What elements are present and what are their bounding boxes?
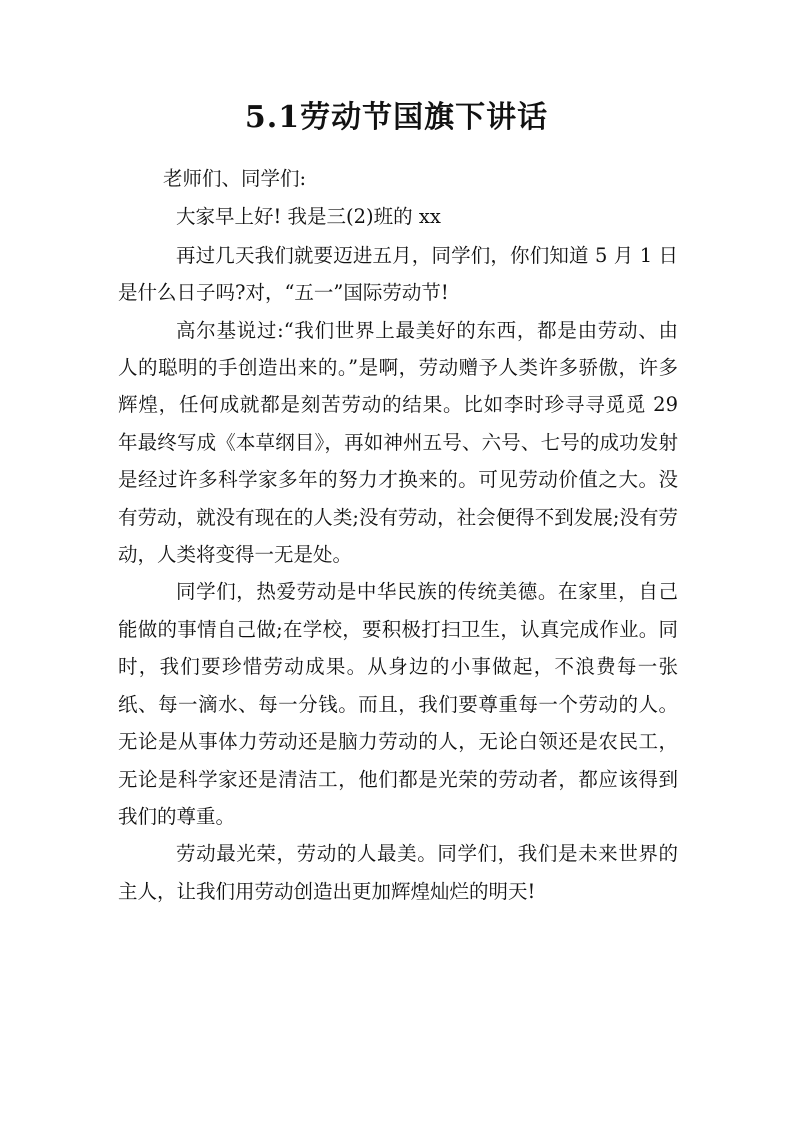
document-title: 5.1劳动节国旗下讲话 [244, 100, 549, 135]
paragraph-may-day: 再过几天我们就要迈进五月，同学们，你们知道 5 月 1 日是什么日子吗?对，“五一”国际劳动节! [118, 243, 678, 305]
paragraph-conclusion: 劳动最光荣，劳动的人最美。同学们，我们是未来世界的主人，让我们用劳动创造出更加辉煌灿烂的明天! [118, 842, 678, 903]
salutation-line: 老师们、同学们: [163, 167, 307, 190]
paragraph-gorky-quote: 高尔基说过:“我们世界上最美好的东西，都是由劳动、由人的聪明的手创造出来的。”是啊，劳动赠予人类许多骄傲，许多辉煌，任何成就都是刻苦劳动的结果。比如李时珍寻寻觅觅 29 年最终写成《本草纲目》，再如神州五号、六号、七号的成功发射是经过许多科学家多年的努力才换来的。可见劳动价值之大。没有劳动，就没有现在的人类;没有劳动，社会便得不到发展;没有劳动，人类将变得一无是处。 [118, 318, 678, 567]
paragraph-greeting: 大家早上好! 我是三(2)班的 xx [176, 205, 441, 229]
document-body [118, 160, 678, 910]
paragraph-love-labor: 同学们，热爱劳动是中华民族的传统美德。在家里，自己能做的事情自己做;在学校，要积极打扫卫生，认真完成作业。同时，我们要珍惜劳动成果。从身边的小事做起，不浪费每一张纸、每一滴水、每一分钱。而且，我们要尊重每一个劳动的人。无论是从事体力劳动还是脑力劳动的人，无论白领还是农民工，无论是科学家还是清洁工，他们都是光荣的劳动者，都应该得到我们的尊重。 [118, 580, 678, 828]
